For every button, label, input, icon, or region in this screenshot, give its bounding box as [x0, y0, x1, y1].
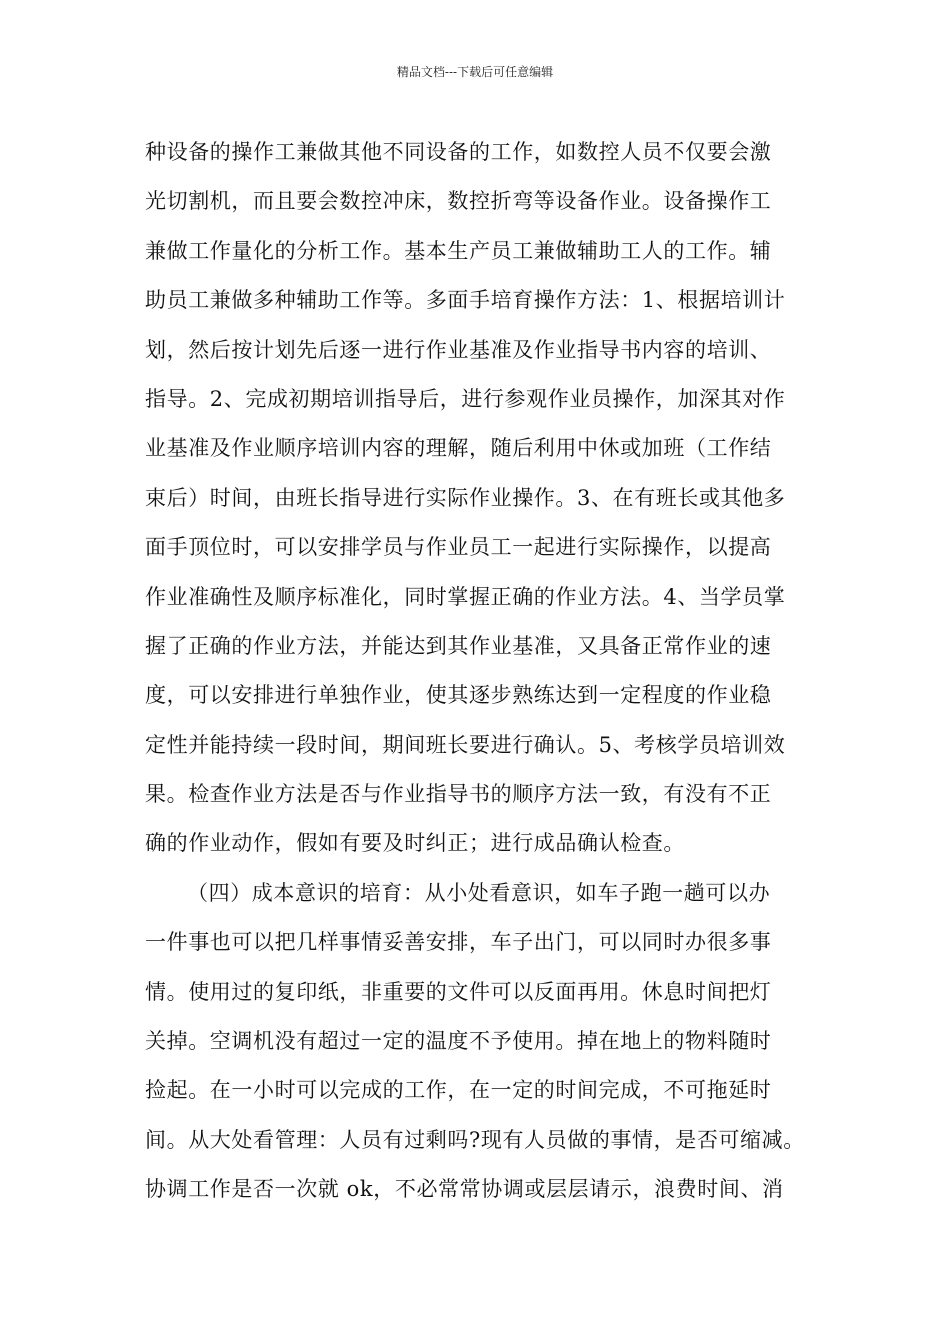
text-line: 协调工作是否一次就 ok，不必常常协调或层层请示，浪费时间、消: [145, 1177, 784, 1202]
text-line: 确的作业动作，假如有要及时纠正；进行成品确认检查。: [145, 831, 685, 856]
text-line: 光切割机，而且要会数控冲床，数控折弯等设备作业。设备操作工: [145, 189, 772, 214]
text-line: 助员工兼做多种辅助工作等。多面手培育操作方法：1、根据培训计: [145, 288, 786, 313]
text-line: 定性并能持续一段时间，期间班长要进行确认。5、考核学员培训效: [145, 732, 786, 757]
text-line: 握了正确的作业方法，并能达到其作业基准，又具备正常作业的速: [145, 633, 772, 658]
text-line: 情。使用过的复印纸，非重要的文件可以反面再用。休息时间把灯: [145, 979, 772, 1004]
text-line: 指导。2、完成初期培训指导后，进行参观作业员操作，加深其对作: [145, 386, 786, 411]
text-line: 面手顶位时，可以安排学员与作业员工一起进行实际操作，以提高: [145, 535, 772, 560]
text-line: 束后）时间，由班长指导进行实际作业操作。3、在有班长或其他多: [145, 485, 786, 510]
text-line: 果。检查作业方法是否与作业指导书的顺序方法一致，有没有不正: [145, 782, 772, 807]
text-line: 兼做工作量化的分析工作。基本生产员工兼做辅助工人的工作。辅: [145, 238, 772, 263]
text-line: 一件事也可以把几样事情妥善安排，车子出门，可以同时办很多事: [145, 930, 772, 955]
text-line: 种设备的操作工兼做其他不同设备的工作，如数控人员不仅要会激: [145, 140, 772, 164]
page-header: 精品文档---下载后可任意编辑: [396, 65, 554, 79]
text-line: 关掉。空调机没有超过一定的温度不予使用。掉在地上的物料随时: [145, 1029, 772, 1054]
text-line: 作业准确性及顺序标准化，同时掌握正确的作业方法。4、当学员掌: [145, 584, 786, 609]
text-line: 业基准及作业顺序培训内容的理解，随后利用中休或加班（工作结: [145, 436, 772, 461]
text-line: 度，可以安排进行单独作业，使其逐步熟练达到一定程度的作业稳: [145, 683, 772, 708]
text-line: 间。从大处看管理：人员有过剩吗?现有人员做的事情，是否可缩减。: [145, 1127, 805, 1152]
text-line: 划，然后按计划先后逐一进行作业基准及作业指导书内容的培训、: [145, 337, 772, 362]
paragraph-start-line: （四）成本意识的培育：从小处看意识，如车子跑一趟可以办: [187, 880, 771, 905]
document-body: [145, 128, 825, 1215]
text-line: 捡起。在一小时可以完成的工作，在一定的时间完成，不可拖延时: [145, 1078, 772, 1103]
